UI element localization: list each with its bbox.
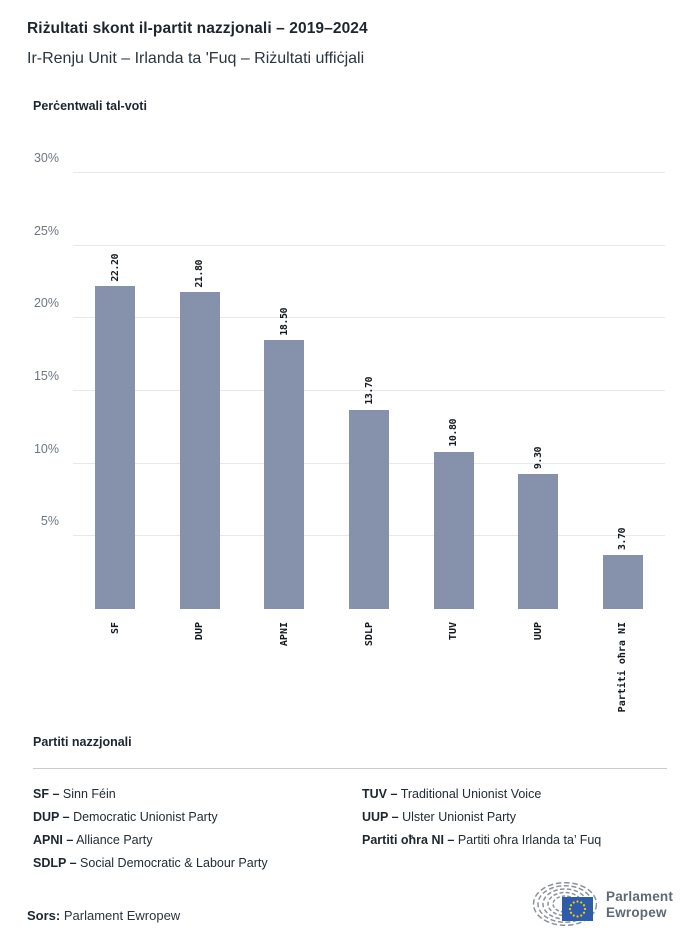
y-axis-tick-label: 30%	[33, 151, 59, 165]
bar-DUP	[180, 292, 220, 609]
bar-value-label: 22.20	[109, 253, 121, 282]
logo-line1: Parlament	[606, 888, 674, 904]
bar-value-label: 9.30	[532, 446, 544, 469]
y-axis-title: Perċentwali tal-voti	[33, 99, 147, 113]
legend-column-left	[33, 783, 268, 875]
x-axis-tick-label: SF	[109, 622, 121, 635]
x-axis-tick-label: DUP	[194, 622, 206, 641]
legend-abbr: DUP –	[33, 810, 70, 824]
legend-name: Sinn Féin	[62, 787, 116, 801]
logo-text	[606, 889, 673, 922]
legend-divider	[33, 768, 667, 769]
bar-slot-DUP	[158, 173, 243, 641]
bar-slot-SF	[73, 173, 158, 635]
legend-name: Social Democratic & Labour Party	[80, 856, 268, 870]
source-label: Sors:	[27, 908, 61, 923]
bar-SF	[95, 286, 135, 609]
bar-SDLP	[349, 410, 389, 609]
legend-item	[33, 783, 268, 806]
bar-APNI	[264, 340, 304, 609]
y-axis-tick-label: 15%	[33, 369, 59, 383]
legend-name: Partiti oħra Irlanda ta’ Fuq	[457, 833, 602, 847]
bar-UUP	[518, 474, 558, 609]
legend-name: Democratic Unionist Party	[73, 810, 218, 824]
legend-abbr: SDLP –	[33, 856, 77, 870]
legend-item	[362, 829, 601, 852]
legend-abbr: SF –	[33, 787, 60, 801]
bar-slot-UUP	[496, 173, 581, 641]
european-parliament-logo	[531, 882, 673, 928]
bar-value-label: 18.50	[278, 307, 290, 336]
bar-slot-SDLP	[327, 173, 412, 647]
legend-abbr: APNI –	[33, 833, 74, 847]
bar-Partiti oħra NI	[603, 555, 643, 609]
y-axis-tick-label: 20%	[33, 296, 59, 311]
legend-abbr: TUV –	[362, 787, 398, 801]
bars-container	[73, 173, 665, 713]
source-line	[27, 908, 180, 923]
legend-name: Alliance Party	[76, 833, 153, 847]
parliament-hemicycle-icon	[531, 882, 597, 928]
y-axis-tick-label: 10%	[33, 441, 59, 456]
bar-value-label: 3.70	[617, 528, 629, 551]
legend-title: Partiti nazzjonali	[33, 735, 132, 749]
page-subtitle: Ir-Renju Unit – Irlanda ta 'Fuq – Riżultati uffiċjali	[27, 50, 365, 67]
x-axis-tick-label: SDLP	[363, 622, 375, 647]
bar-slot-TUV	[411, 173, 496, 641]
y-axis-tick-label: 5%	[40, 514, 59, 529]
source-value: Parlament Ewropew	[63, 908, 181, 923]
bar-value-label: 10.80	[448, 419, 460, 448]
x-axis-tick-label: TUV	[448, 622, 460, 641]
legend-item	[33, 852, 268, 875]
bar-value-label: 21.80	[194, 259, 206, 288]
logo-line2: Ewropew	[606, 905, 667, 920]
x-axis-tick-label: UUP	[532, 622, 544, 641]
legend-item	[362, 806, 601, 829]
x-axis-tick-label: Partiti oħra NI	[617, 622, 629, 713]
legend-abbr: Partiti oħra NI –	[362, 833, 455, 847]
legend-item	[33, 806, 268, 829]
bar-chart-plot-area	[33, 151, 665, 713]
legend-name: Traditional Unionist Voice	[400, 787, 542, 801]
y-axis-tick-label: 25%	[33, 223, 59, 238]
legend-name: Ulster Unionist Party	[402, 810, 517, 824]
legend-abbr: UUP –	[362, 810, 399, 824]
bar-slot-Partiti oħra NI	[580, 173, 665, 713]
legend-item	[362, 783, 601, 806]
bar-slot-APNI	[242, 173, 327, 647]
legend-column-right	[362, 783, 601, 852]
page-title: Riżultati skont il-partit nazzjonali – 2019–2024	[27, 20, 368, 37]
x-axis-tick-label: APNI	[278, 622, 290, 647]
legend-item	[33, 829, 268, 852]
bar-value-label: 13.70	[363, 377, 375, 405]
bar-TUV	[434, 452, 474, 609]
